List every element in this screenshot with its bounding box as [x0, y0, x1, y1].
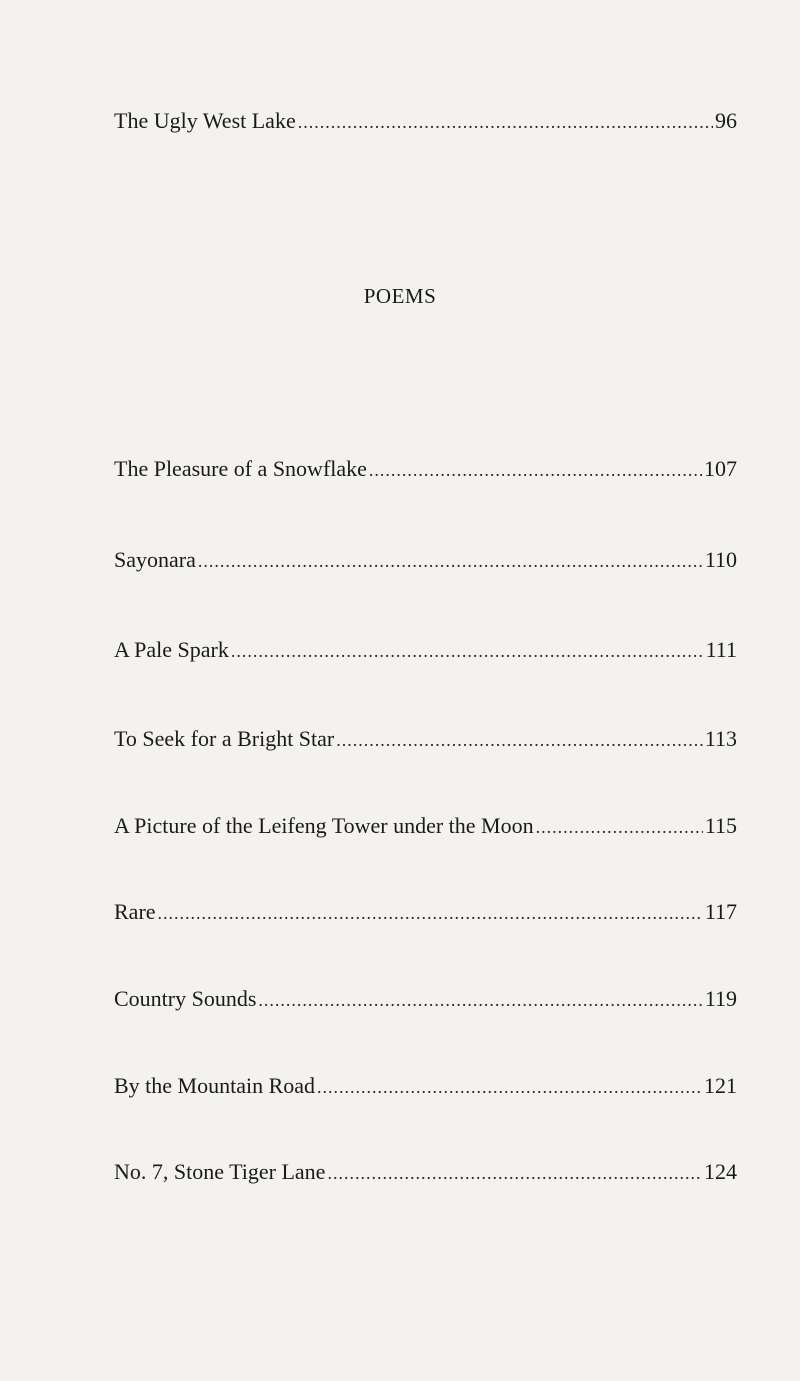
toc-entry-title: Sayonara	[114, 547, 196, 572]
dot-leader	[336, 727, 703, 753]
section-heading-poems: POEMS	[363, 284, 437, 308]
toc-entry-page: 121	[704, 1073, 737, 1098]
dot-leader	[327, 1160, 702, 1186]
toc-entry-ugly-west-lake	[114, 108, 737, 135]
toc-entry-title: Country Sounds	[114, 986, 257, 1011]
toc-entry-page: 96	[715, 108, 737, 133]
toc-entry	[114, 637, 737, 664]
toc-entry-page: 124	[704, 1159, 737, 1184]
toc-entry	[114, 1159, 737, 1186]
dot-leader	[298, 109, 713, 135]
toc-entry	[114, 726, 737, 753]
toc-entry	[114, 813, 737, 840]
dot-leader	[258, 987, 702, 1013]
toc-entry-title: The Pleasure of a Snowflake	[114, 456, 367, 481]
toc-entry-title: By the Mountain Road	[114, 1073, 316, 1098]
dot-leader	[317, 1074, 702, 1100]
toc-entry-title: No. 7, Stone Tiger Lane	[114, 1159, 326, 1184]
toc-entry-title: A Pale Spark	[114, 637, 229, 662]
toc-entry	[114, 547, 737, 574]
toc-entry-title: The Ugly West Lake	[114, 108, 296, 133]
toc-entry-page: 115	[704, 813, 737, 838]
toc-entry	[114, 1073, 737, 1100]
dot-leader	[158, 900, 703, 926]
dot-leader	[198, 548, 703, 574]
toc-entry-page: 110	[704, 547, 737, 572]
toc-entry-page: 113	[704, 726, 737, 751]
toc-entry	[114, 456, 737, 483]
dot-leader	[231, 638, 704, 664]
toc-entry	[114, 986, 737, 1013]
toc-entry-page: 119	[704, 986, 737, 1011]
toc-entry-page: 117	[704, 899, 737, 924]
toc-entry-title: A Picture of the Leifeng Tower under the Moon	[114, 813, 534, 838]
toc-entry-title: To Seek for a Bright Star	[114, 726, 335, 751]
toc-entry-title: Rare	[114, 899, 156, 924]
dot-leader	[369, 457, 702, 483]
dot-leader	[536, 814, 703, 840]
toc-entry-page: 107	[704, 456, 737, 481]
toc-entry-page: 111	[705, 637, 737, 662]
toc-entry	[114, 899, 737, 926]
